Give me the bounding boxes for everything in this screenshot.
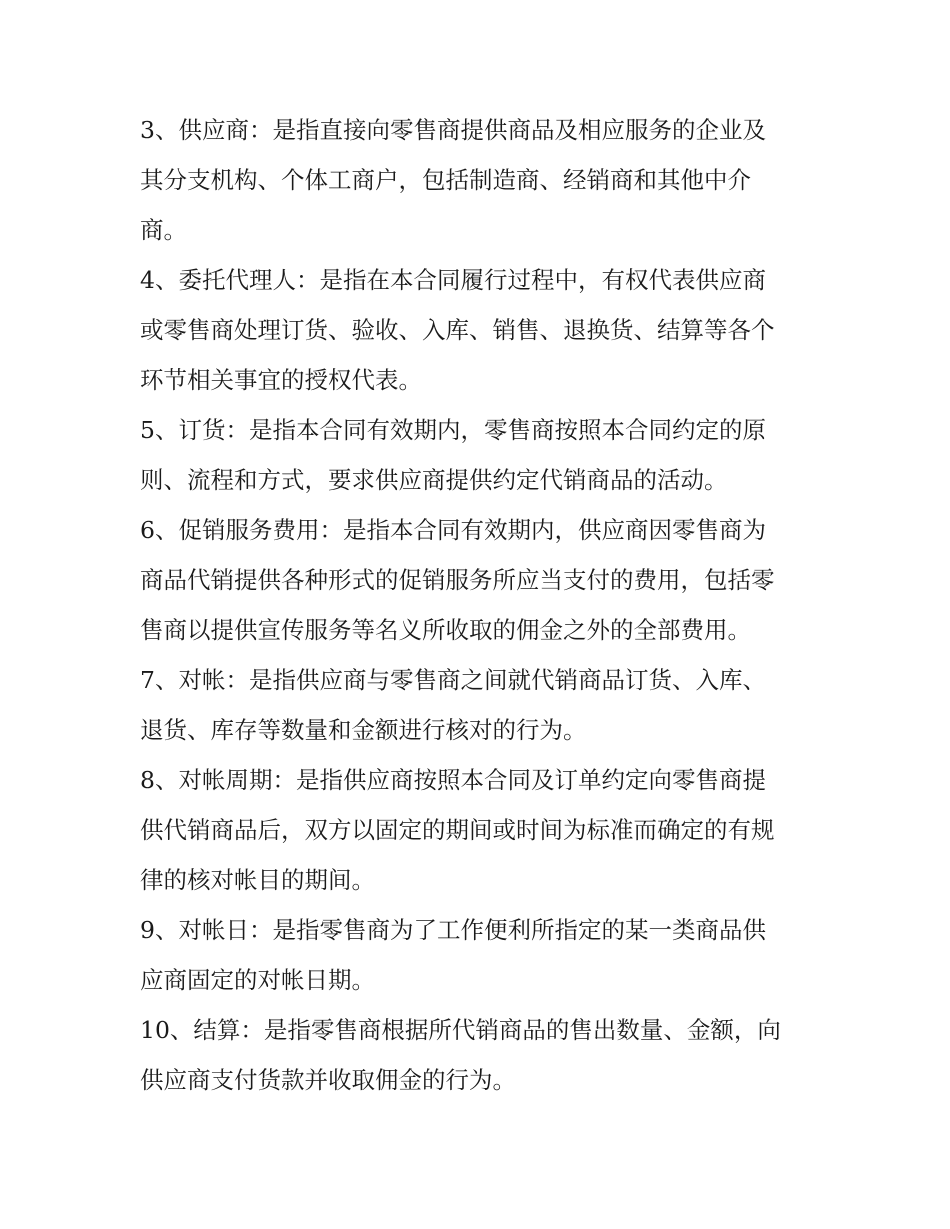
definition-7-reconciliation xyxy=(140,655,812,755)
text-line: 8、对帐周期：是指供应商按照本合同及订单约定向零售商提 xyxy=(140,766,766,794)
definition-3-supplier xyxy=(140,105,812,255)
text-line: 9、对帐日：是指零售商为了工作便利所指定的某一类商品供 xyxy=(140,916,766,944)
text-line: 6、促销服务费用：是指本合同有效期内，供应商因零售商为 xyxy=(140,516,766,544)
text-line: 4、委托代理人：是指在本合同履行过程中，有权代表供应商 xyxy=(140,266,766,294)
definition-10-settlement xyxy=(140,1005,812,1105)
text-line: 退货、库存等数量和金额进行核对的行为。 xyxy=(140,716,587,744)
text-line: 则、流程和方式，要求供应商提供约定代销商品的活动。 xyxy=(140,466,728,494)
text-line: 5、订货：是指本合同有效期内，零售商按照本合同约定的原 xyxy=(140,416,766,444)
text-line: 供应商支付货款并收取佣金的行为。 xyxy=(140,1066,516,1094)
document-body xyxy=(140,105,812,1105)
text-line: 7、对帐：是指供应商与零售商之间就代销商品订货、入库、 xyxy=(140,666,766,694)
text-line: 商品代销提供各种形式的促销服务所应当支付的费用，包括零 xyxy=(140,566,775,594)
text-line: 律的核对帐目的期间。 xyxy=(140,866,375,894)
definition-6-promotion-fees xyxy=(140,505,812,655)
text-line: 供代销商品后，双方以固定的期间或时间为标准而确定的有规 xyxy=(140,816,775,844)
text-line: 其分支机构、个体工商户，包括制造商、经销商和其他中介 xyxy=(140,166,751,194)
text-line: 3、供应商：是指直接向零售商提供商品及相应服务的企业及 xyxy=(140,116,766,144)
definition-4-agent xyxy=(140,255,812,405)
text-line: 售商以提供宣传服务等名义所收取的佣金之外的全部费用。 xyxy=(140,616,751,644)
text-line: 或零售商处理订货、验收、入库、销售、退换货、结算等各个 xyxy=(140,316,775,344)
definition-9-reconciliation-day xyxy=(140,905,812,1005)
text-line: 环节相关事宜的授权代表。 xyxy=(140,366,422,394)
text-line: 应商固定的对帐日期。 xyxy=(140,966,375,994)
definition-5-ordering xyxy=(140,405,812,505)
definition-8-reconciliation-period xyxy=(140,755,812,905)
text-line: 10、结算：是指零售商根据所代销商品的售出数量、金额，向 xyxy=(140,1016,781,1044)
text-line: 商。 xyxy=(140,216,187,244)
